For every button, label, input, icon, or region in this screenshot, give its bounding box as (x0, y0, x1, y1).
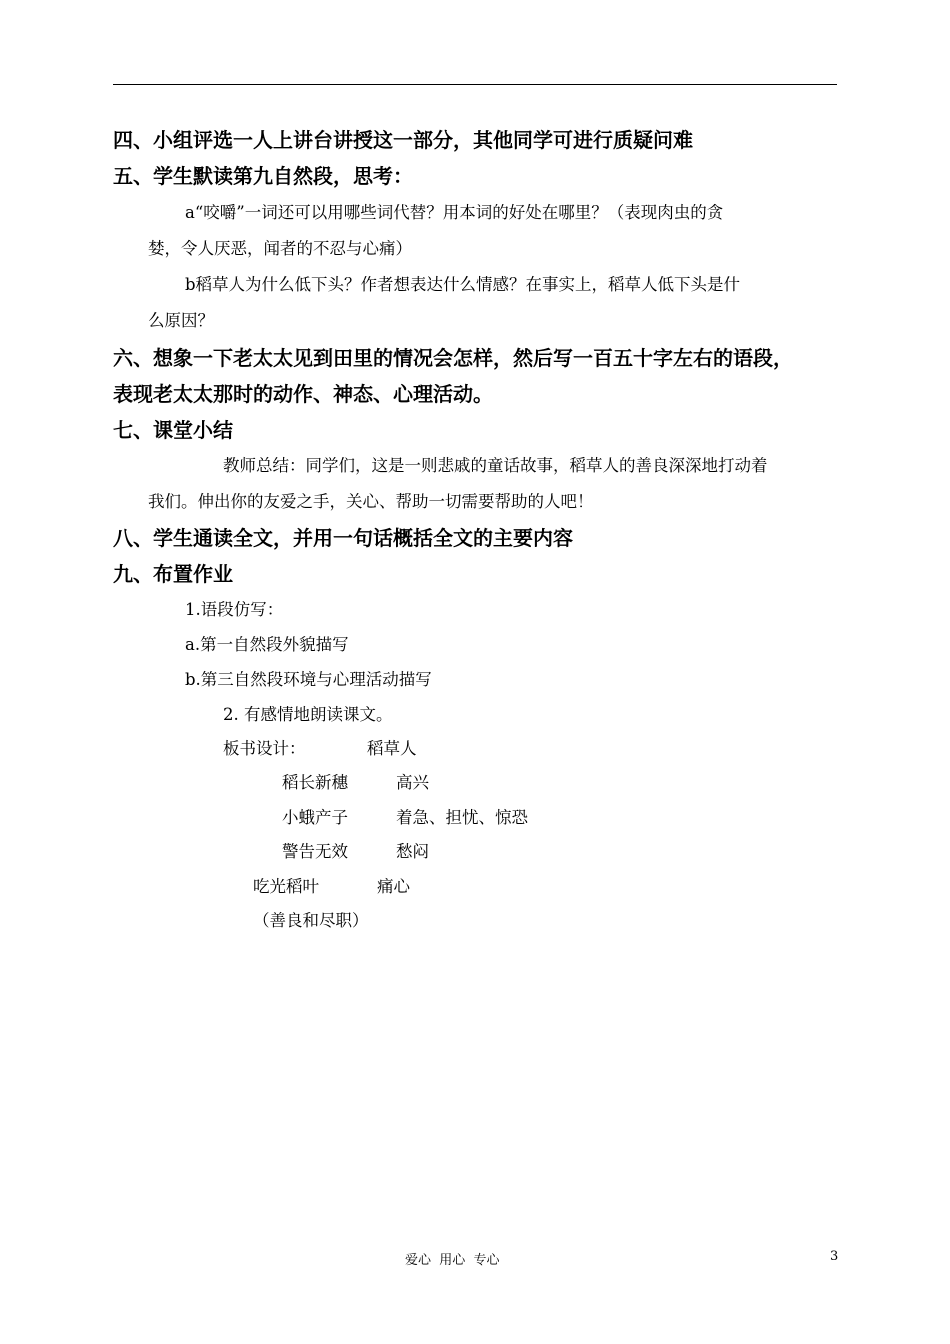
board-design-label: 板书设计： (223, 739, 306, 758)
board-row-event: 吃光稻叶 (253, 877, 319, 896)
board-conclusion: （善良和尽职） (253, 911, 369, 930)
section-8-heading: 八、学生通读全文，并用一句话概括全文的主要内容 (113, 526, 573, 550)
section-6-heading-line2: 表现老太太那时的动作、神态、心理活动。 (113, 382, 493, 406)
summary-line1: 教师总结：同学们，这是一则悲戚的童话故事，稻草人的善良深深地打动着 (223, 456, 768, 475)
section-5-heading: 五、学生默读第九自然段，思考： (113, 164, 413, 188)
board-row-feeling: 着急、担忧、惊恐 (396, 808, 528, 827)
homework-1b: b.第三自然段环境与心理活动描写 (185, 670, 432, 689)
page-number: 3 (830, 1249, 839, 1264)
section-9-heading: 九、布置作业 (113, 562, 233, 586)
board-row-event: 警告无效 (282, 842, 348, 861)
homework-1a: a.第一自然段外貌描写 (185, 635, 349, 654)
board-title: 稻草人 (367, 739, 417, 758)
section-7-heading: 七、课堂小结 (113, 418, 233, 442)
question-b-line2: 么原因？ (148, 311, 214, 330)
header-rule (113, 84, 837, 85)
board-row-event: 小蛾产子 (282, 808, 348, 827)
section-4-heading: 四、小组评选一人上讲台讲授这一部分，其他同学可进行质疑问难 (113, 128, 693, 152)
board-row-feeling: 愁闷 (396, 842, 429, 861)
question-a-line2: 婪，令人厌恶，闻者的不忍与心痛） (148, 239, 412, 258)
summary-line2: 我们。伸出你的友爱之手，关心、帮助一切需要帮助的人吧！ (148, 492, 594, 511)
board-row-feeling: 高兴 (396, 773, 429, 792)
homework-1: 1.语段仿写： (185, 600, 284, 619)
question-b-line1: b稻草人为什么低下头？作者想表达什么情感？在事实上，稻草人低下头是什 (185, 275, 741, 294)
homework-2: 2. 有感情地朗读课文。 (223, 705, 393, 724)
footer-motto: 爱心 用心 专心 (405, 1253, 500, 1268)
section-6-heading-line1: 六、想象一下老太太见到田里的情况会怎样，然后写一百五十字左右的语段， (113, 346, 793, 370)
question-a-line1: a“咬嚼”一词还可以用哪些词代替？用本词的好处在哪里？（表现肉虫的贪 (185, 203, 724, 222)
board-row-event: 稻长新穗 (282, 773, 348, 792)
board-row-feeling: 痛心 (377, 877, 410, 896)
